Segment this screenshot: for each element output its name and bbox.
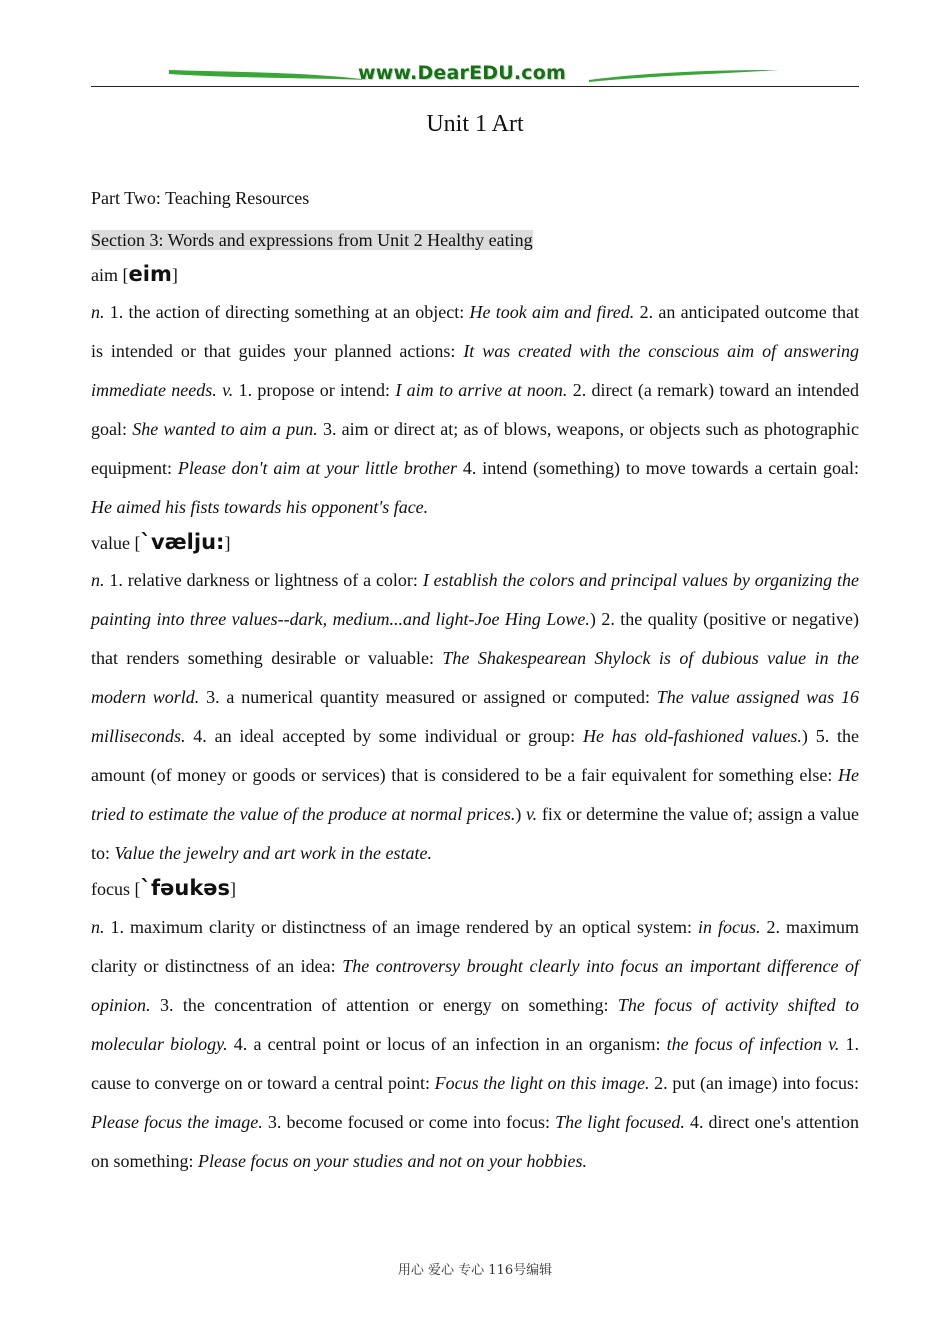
definition-text: 2. direct (a remark) toward an intended goal: <box>91 380 859 439</box>
right-swoosh-decoration <box>589 68 779 84</box>
definition-text: fix or determine the value of; assign a value to: <box>91 804 859 863</box>
example-text: He has old-fashioned values. <box>583 726 802 746</box>
example-text: Focus the light on this image. <box>434 1073 650 1093</box>
section-heading-text: Section 3: Words and expressions from Unit 2 Healthy eating <box>91 230 533 250</box>
definition-text: 3. aim or direct at; as of blows, weapons, or objects such as photographic equipment: <box>91 419 859 478</box>
part-heading: Part Two: Teaching Resources <box>91 188 310 208</box>
definition-text: 2. put (an image) into focus: <box>649 1073 860 1093</box>
header-rule <box>91 86 859 87</box>
example-text: He tried to estimate the value of the produce at normal prices. <box>91 765 859 824</box>
example-text: I aim to arrive at noon. <box>395 380 568 400</box>
definition-text: 3. the concentration of attention or energy on something: <box>150 995 618 1015</box>
definition-text: 1. maximum clarity or distinctness of an image rendered by an optical system: <box>104 917 698 937</box>
example-text: The value assigned was 16 milliseconds. <box>91 687 859 746</box>
definition-text: 1. cause to converge on or toward a central point: <box>91 1034 860 1093</box>
phonetic-transcription: eim <box>128 262 172 286</box>
example-text: I establish the colors and principal values by organizing the painting into three values--dark, medium...and light-Joe Hing Lowe. <box>91 570 859 629</box>
example-text: v. <box>222 380 234 400</box>
page-footer: 用心 爱心 专心 116号编辑 <box>397 1263 553 1278</box>
headword: value <box>91 533 130 553</box>
definition-text: 1. relative darkness or lightness of a color: <box>104 570 423 590</box>
example-text: the focus of infection <box>666 1034 823 1054</box>
phonetic-transcription: ˋfəukəs <box>140 876 231 900</box>
example-text: He aimed his fists towards his opponent's face. <box>91 497 429 517</box>
entry-definition-aim <box>91 293 859 527</box>
section-heading <box>91 226 859 254</box>
example-text: Please don't aim at your little brother <box>177 458 458 478</box>
definition-text: 2. maximum clarity or distinctness of an idea: <box>91 917 859 976</box>
example-text: She wanted to aim a pun. <box>132 419 318 439</box>
definition-text: 4. a central point or locus of an infection in an organism: <box>227 1034 667 1054</box>
entry-headword-aim: aim [eim] <box>91 262 178 286</box>
example-text: in focus. <box>697 917 761 937</box>
phonetic-transcription: ˋvælju: <box>140 530 225 554</box>
entry-headword-value: value [ˋvælju:] <box>91 530 231 554</box>
example-text: It was created with the conscious aim of answering immediate needs. <box>91 341 859 400</box>
definition-text: 4. direct one's attention on something: <box>91 1112 859 1171</box>
left-swoosh-decoration <box>169 68 369 84</box>
example-text: n. <box>91 302 105 322</box>
example-text: Please focus the image. <box>91 1112 263 1132</box>
definition-text: 1. propose or intend: <box>233 380 396 400</box>
example-text: Please focus on your studies and not on your hobbies. <box>198 1151 587 1171</box>
example-text: n. <box>91 570 105 590</box>
definition-text: 4. intend (something) to move towards a certain goal: <box>457 458 859 478</box>
example-text: v. <box>526 804 538 824</box>
definition-text: ) 5. the amount (of money or goods or services) that is considered to be a fair equivalent for something else: <box>91 726 860 785</box>
entry-headword-focus: focus [ˋfəukəs] <box>91 876 237 900</box>
example-text: The controversy brought clearly into focus an important difference of opinion. <box>91 956 859 1015</box>
site-logo: www.DearEDU.com <box>358 62 567 84</box>
definition-text: 2. an anticipated outcome that is intended or that guides your planned actions: <box>91 302 860 361</box>
example-text: The focus of activity shifted to molecular biology. <box>91 995 860 1054</box>
example-text: Value the jewelry and art work in the estate. <box>114 843 432 863</box>
definition-text: 3. become focused or come into focus: <box>262 1112 556 1132</box>
page-header <box>91 62 859 90</box>
entry-definition-value <box>91 561 859 873</box>
example-text: The light focused. <box>555 1112 685 1132</box>
definition-text: 4. an ideal accepted by some individual or group: <box>185 726 583 746</box>
definition-text: 3. a numerical quantity measured or assigned or computed: <box>199 687 657 707</box>
example-text: v. <box>828 1034 840 1054</box>
example-text: n. <box>91 917 105 937</box>
headword: aim <box>91 265 118 285</box>
page-title: Unit 1 Art <box>426 111 524 137</box>
headword: focus <box>91 879 130 899</box>
definition-text: ) 2. the quality (positive or negative) that renders something desirable or valuable: <box>91 609 859 668</box>
entry-definition-focus <box>91 908 859 1181</box>
example-text: He took aim and fired. <box>469 302 635 322</box>
example-text: The Shakespearean Shylock is of dubious value in the modern world. <box>91 648 859 707</box>
definition-text: 1. the action of directing something at an object: <box>104 302 470 322</box>
definition-text: ) <box>515 804 527 824</box>
